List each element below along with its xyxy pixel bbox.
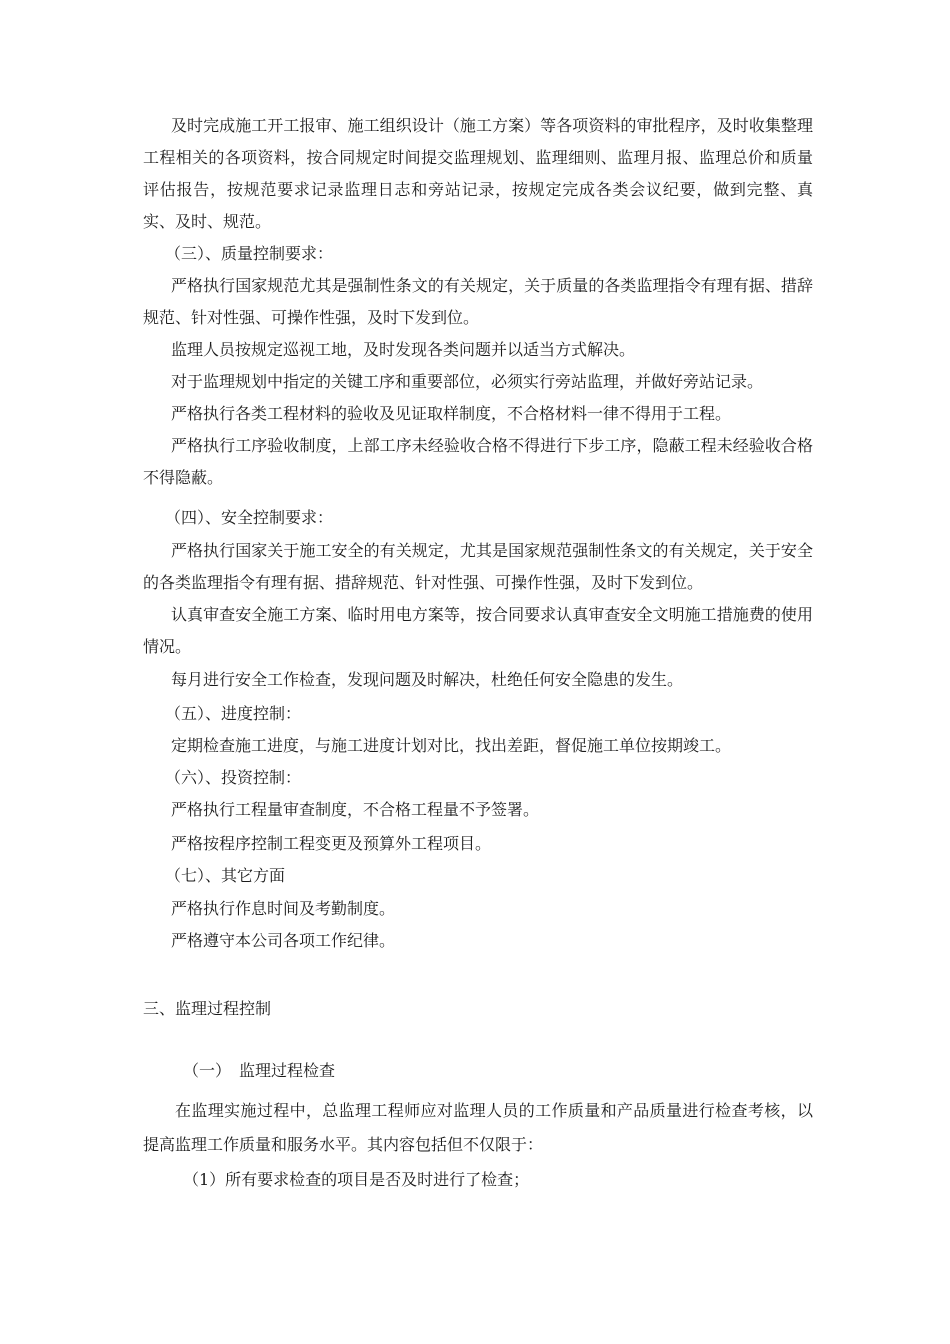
heading-investment-control: （六）、投资控制： <box>165 768 302 787</box>
paragraph-safety-2: 认真审查安全施工方案、临时用电方案等，按合同要求认真审查安全文明施工措施费的使用情况。 <box>143 605 813 656</box>
paragraph-quality-3: 对于监理规划中指定的关键工序和重要部位，必须实行旁站监理，并做好旁站记录。 <box>171 372 764 391</box>
subheading-process-inspection: （一） 监理过程检查 <box>183 1061 336 1080</box>
heading-other-aspects: （七）、其它方面 <box>165 866 286 885</box>
paragraph-safety-1: 严格执行国家关于施工安全的有关规定，尤其是国家规范强制性条文的有关规定，关于安全的各类监理指令有理有据、措辞规范、针对性强、可操作性强，及时下发到位。 <box>143 541 813 592</box>
paragraph-investment-2: 严格按程序控制工程变更及预算外工程项目。 <box>171 834 492 853</box>
paragraph-inspection-intro: 在监理实施过程中，总监理工程师应对监理人员的工作质量和产品质量进行检查考核，以提高监理工作质量和服务水平。其内容包括但不仅限于： <box>143 1101 813 1154</box>
paragraph-quality-1: 严格执行国家规范尤其是强制性条文的有关规定，关于质量的各类监理指令有理有据、措辞规范、针对性强、可操作性强，及时下发到位。 <box>143 276 813 327</box>
paragraph-other-1: 严格执行作息时间及考勤制度。 <box>171 899 396 918</box>
paragraph-safety-3: 每月进行安全工作检查，发现问题及时解决，杜绝任何安全隐患的发生。 <box>171 670 684 689</box>
heading-quality-control: （三）、质量控制要求： <box>165 244 334 263</box>
list-item-inspection-1: （1）所有要求检查的项目是否及时进行了检查； <box>183 1170 530 1189</box>
paragraph-schedule-1: 定期检查施工进度，与施工进度计划对比，找出差距，督促施工单位按期竣工。 <box>171 736 732 755</box>
paragraph-other-2: 严格遵守本公司各项工作纪律。 <box>171 931 396 950</box>
heading-schedule-control: （五）、进度控制： <box>165 704 302 723</box>
paragraph-quality-5: 严格执行工序验收制度，上部工序未经验收合格不得进行下步工序，隐蔽工程未经验收合格不得隐蔽。 <box>143 436 813 487</box>
paragraph-investment-1: 严格执行工程量审查制度，不合格工程量不予签署。 <box>171 800 540 819</box>
heading-safety-control: （四）、安全控制要求： <box>165 508 334 527</box>
paragraph-quality-4: 严格执行各类工程材料的验收及见证取样制度，不合格材料一律不得用于工程。 <box>171 404 732 423</box>
paragraph-records: 及时完成施工开工报审、施工组织设计（施工方案）等各项资料的审批程序，及时收集整理工程相关的各项资料，按合同规定时间提交监理规划、监理细则、监理月报、监理总价和质量评估报告，按规范要求记录监理日志和旁站记录，按规定完成各类会议纪要，做到完整、真实、及时、规范。 <box>143 116 813 231</box>
section-heading-process-control: 三、监理过程控制 <box>143 999 272 1018</box>
paragraph-quality-2: 监理人员按规定巡视工地，及时发现各类问题并以适当方式解决。 <box>171 340 636 359</box>
